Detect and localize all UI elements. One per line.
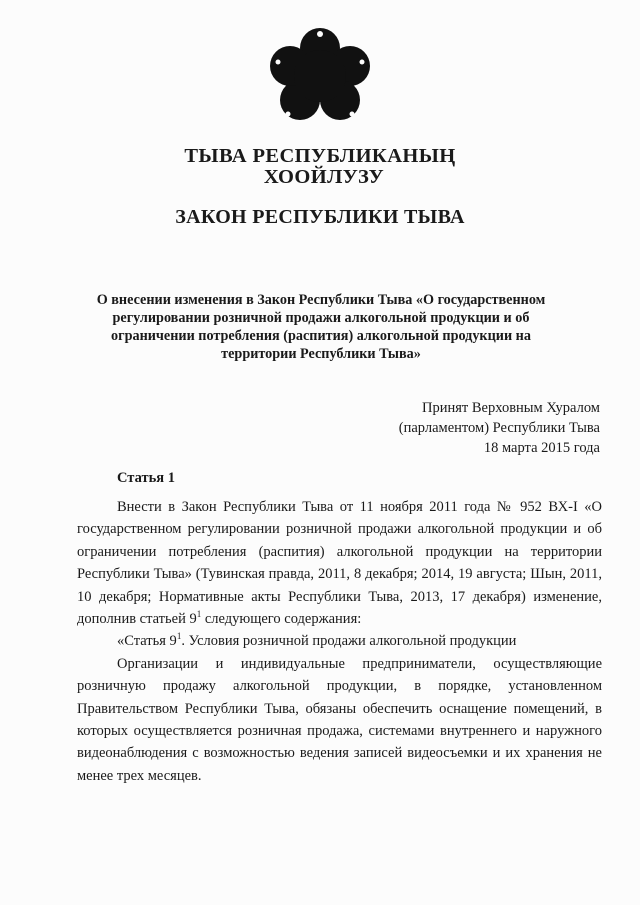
paragraph-1-superscript: 1	[196, 609, 202, 620]
article-heading: Статья 1	[117, 470, 175, 486]
adoption-line1: Принят Верховным Хуралом	[422, 400, 600, 416]
paragraph-1-text: Внести в Закон Республики Тыва от 11 ноября 2011 года № 952 ВХ-I «О государственном регулировании розничной продажи алкогольной продукции и об ограничении потребления (распития) алкогольной продукции на территории Республики Тыва» (Тувинская правда, 2011, 8 декабря; 2014, 19 августа; Шын, 2011, 10 декабря; Нормативные акты Республики Тыва, 2013, 17 декабря) изменение, дополнив статьей 9	[77, 499, 602, 628]
adoption-line2: (парламентом) Республики Тыва	[398, 420, 600, 436]
title-tyvan-line1: ТЫВА РЕСПУБЛИКАНЫҢ	[184, 145, 456, 167]
paragraph-1-tail: следующего содержания:	[201, 611, 362, 628]
article-paragraph-3: Организации и индивидуальные предприниматели, осуществляющие розничную продажу алкогольной продукции, в порядке, установленном Правительством Республики Тыва, обязаны обеспечить оснащение помещений, в которых осуществляется розничная продажа, системами внутреннего и наружного видеонаблюдения с возможностью ведения записей видеосъемки и их хранения не менее трех месяцев.	[77, 655, 602, 784]
article-body	[77, 496, 602, 787]
law-subject: О внесении изменения в Закон Республики Тыва «О государственном регулировании розничной продажи алкогольной продукции и об ограничении потребления (распития) алкогольной продукции на территории Республики Тыва»	[96, 292, 546, 362]
adoption-block	[399, 398, 600, 458]
paragraph-2-superscript: 1	[176, 631, 182, 642]
paragraph-2-text: . Условия розничной продажи алкогольной продукции	[181, 633, 517, 650]
article-paragraph-1	[77, 496, 602, 630]
title-russian: ЗАКОН РЕСПУБЛИКИ ТЫВА	[175, 206, 465, 228]
paragraph-2-prefix: «Статья 9	[117, 633, 177, 650]
adoption-date: 18 марта 2015 года	[483, 440, 600, 456]
article-paragraph-2	[77, 630, 602, 652]
emblem-icon	[268, 26, 372, 126]
title-tyvan-line2: ХООЙЛУЗУ	[263, 166, 385, 188]
